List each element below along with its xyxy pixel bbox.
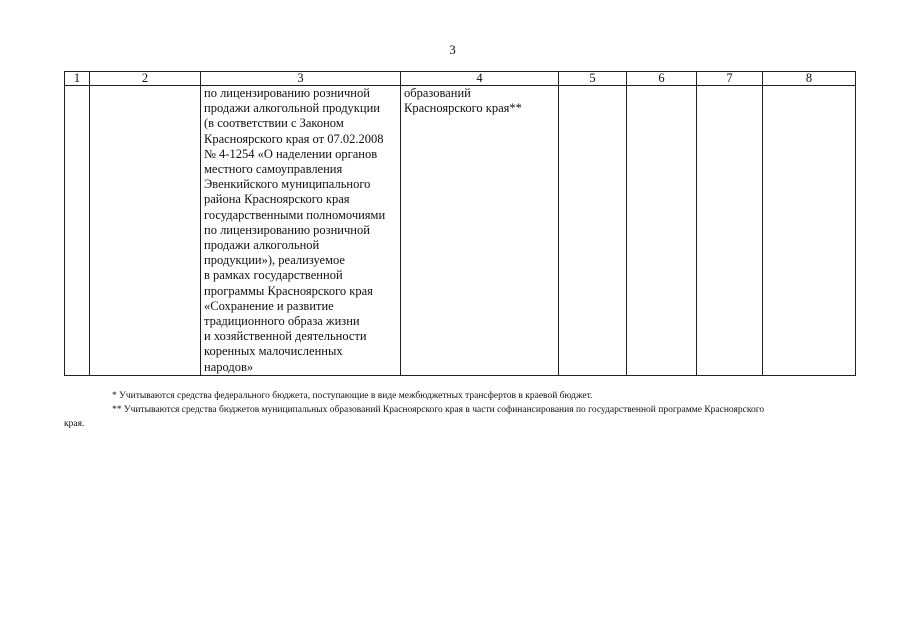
column-header-6: 6 [627,72,697,86]
table-header-row [65,72,856,86]
col3-line: местного самоуправления [204,162,343,177]
col3-line: государственными полномочиями [204,207,386,222]
cell-col3 [201,86,401,376]
col3-line: в рамках государственной [204,268,343,283]
footnote-2: ** Учитываются средства бюджетов муниципальных образований Красноярского края в части софинансирования по государственной программе Красноярского [112,405,765,415]
col3-line: Красноярского края от 07.02.2008 [204,131,384,146]
col3-line: № 4-1254 «О наделении органов [204,146,378,161]
col3-line: продукции»), реализуемое [204,253,345,268]
col4-line: Красноярского края** [404,101,522,116]
column-header-8: 8 [763,72,856,86]
column-header-7: 7 [697,72,763,86]
column-header-3: 3 [201,72,401,86]
col3-line: по лицензированию розничной [204,222,370,237]
table-row [65,86,856,376]
cell-col4 [401,86,559,376]
col3-line: и хозяйственной деятельности [204,329,367,344]
col3-line: Эвенкийского муниципального [204,177,371,192]
col3-line: коренных малочисленных [204,344,343,359]
col3-line: программы Красноярского края [204,283,373,298]
cell-col1 [65,86,90,376]
col3-line: района Красноярского края [204,192,350,207]
column-header-5: 5 [559,72,627,86]
column-header-1: 1 [65,72,90,86]
footnotes [64,389,864,431]
col3-line: продажи алкогольной продукции [204,101,380,116]
col3-line: традиционного образа жизни [204,314,360,329]
cell-col2 [90,86,201,376]
footnote-1: * Учитываются средства федерального бюджета, поступающие в виде межбюджетных трансфертов в краевой бюджет. [112,391,593,401]
column-header-4: 4 [401,72,559,86]
cell-col8 [763,86,856,376]
col4-line: образований [404,86,471,100]
col3-line: продажи алкогольной [204,238,320,253]
col4-text [404,86,555,116]
budget-table [64,71,856,376]
col3-line: (в соответствии с Законом [204,116,344,131]
footnote-2-continuation: края. [64,419,85,429]
cell-col5 [559,86,627,376]
cell-col7 [697,86,763,376]
col3-line: народов» [204,359,254,374]
column-header-2: 2 [90,72,201,86]
cell-col6 [627,86,697,376]
col3-line: «Сохранение и развитие [204,298,334,313]
col3-text [204,86,397,375]
page-number: 3 [449,42,456,57]
col3-line: по лицензированию розничной [204,86,370,100]
